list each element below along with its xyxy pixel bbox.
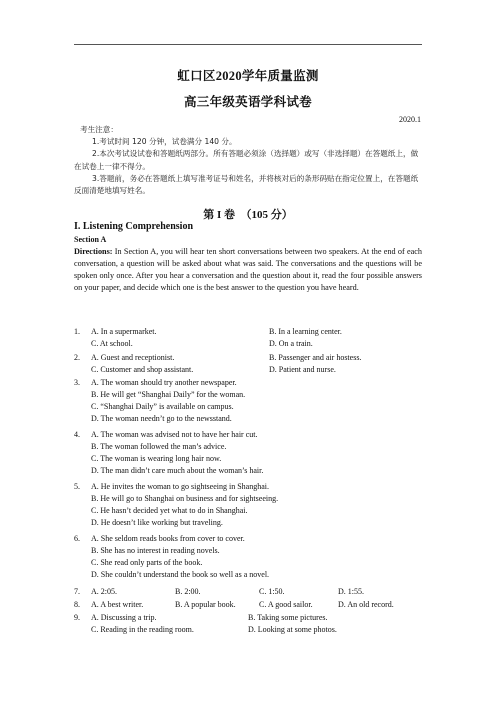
option: C. At school. xyxy=(91,339,133,348)
option: D. Patient and nurse. xyxy=(269,365,336,374)
option: D. The woman needn’t go to the newsstand. xyxy=(91,414,232,423)
question-number: 4. xyxy=(74,430,80,439)
option: A. The woman was advised not to have her hair cut. xyxy=(91,430,258,439)
note-item: 1.考试时间 120 分钟，试卷满分 140 分。 xyxy=(92,137,237,147)
option: D. She couldn’t understand the book so well as a novel. xyxy=(91,570,270,579)
option: A. In a supermarket. xyxy=(91,327,157,336)
option: D. Looking at some photos. xyxy=(248,625,337,634)
option: A. Guest and receptionist. xyxy=(91,353,175,362)
option: D. An old record. xyxy=(338,600,394,609)
option: B. He will get “Shanghai Daily” for the woman. xyxy=(91,390,246,399)
notes-heading: 考生注意： xyxy=(80,125,118,134)
question-item xyxy=(74,481,422,529)
option: A. A best writer. xyxy=(91,600,144,609)
option: D. On a train. xyxy=(269,339,313,348)
question-item xyxy=(74,533,422,581)
option: B. She has no interest in reading novels. xyxy=(91,546,220,555)
section-title: I. Listening Comprehension xyxy=(74,221,194,232)
option: B. In a learning center. xyxy=(269,327,342,336)
directions-text: In Section A, you will hear ten short conversations between two speakers. At the end of each conversation, a question will be asked about what was said. The conversations and the questions will be spoken only once. After you hear a conversation and the question about it, read the four possible answers on your paper, and decide which one is the best answer to the question you have heard. xyxy=(74,247,422,292)
option: A. 2:05. xyxy=(91,587,117,596)
question-number: 1. xyxy=(74,327,80,336)
option: B. 2:00. xyxy=(175,587,201,596)
note-item: 3.答题前，务必在答题纸上填写准考证号和姓名，并将核对后的条形码贴在指定位置上，在答题纸反面清楚地填写姓名。 xyxy=(74,173,419,196)
option: C. The woman is wearing long hair now. xyxy=(91,454,222,463)
option: D. 1:55. xyxy=(338,587,364,596)
header-rule xyxy=(74,44,422,45)
option: C. 1:50. xyxy=(259,587,285,596)
exam-subtitle: 高三年级英语学科试卷 xyxy=(183,95,312,109)
option: B. A popular book. xyxy=(175,600,236,609)
option: A. The woman should try another newspaper. xyxy=(91,378,237,387)
question-number: 5. xyxy=(74,482,80,491)
option: B. The woman followed the man’s advice. xyxy=(91,442,227,451)
option: B. Taking some pictures. xyxy=(248,613,328,622)
option: B. Passenger and air hostess. xyxy=(269,353,362,362)
option: C. “Shanghai Daily” is available on campus. xyxy=(91,402,234,411)
question-number: 3. xyxy=(74,378,80,387)
section-a-title: Section A xyxy=(74,235,107,244)
option: C. Reading in the reading room. xyxy=(91,625,194,634)
question-item xyxy=(74,599,422,611)
option: C. Customer and shop assistant. xyxy=(91,365,194,374)
option: C. A good sailor. xyxy=(259,600,313,609)
option: A. He invites the woman to go sightseeing in Shanghai. xyxy=(91,482,269,491)
question-number: 9. xyxy=(74,613,80,622)
question-item xyxy=(74,377,422,425)
question-item xyxy=(74,429,422,477)
question-number: 7. xyxy=(74,587,80,596)
question-number: 8. xyxy=(74,600,80,609)
option: C. He hasn’t decided yet what to do in Shanghai. xyxy=(91,506,248,515)
question-number: 6. xyxy=(74,534,80,543)
exam-title: 虹口区2020学年质量监测 xyxy=(177,69,319,83)
option: A. Discussing a trip. xyxy=(91,613,157,622)
exam-date: 2020.1 xyxy=(399,115,421,124)
option: A. She seldom reads books from cover to cover. xyxy=(91,534,245,543)
directions-label: Directions: xyxy=(74,247,113,256)
question-item xyxy=(74,586,422,598)
question-item xyxy=(74,326,422,350)
note-item: 2.本次考试设试卷和答题纸两部分。所有答题必须涂（选择题）或写（非选择题）在答题纸上，做在试卷上一律不得分。 xyxy=(74,149,419,171)
question-item xyxy=(74,352,422,376)
question-item xyxy=(74,612,422,636)
option: C. She read only parts of the book. xyxy=(91,558,203,567)
question-number: 2. xyxy=(74,353,80,362)
option: B. He will go to Shanghai on business and for sightseeing. xyxy=(91,494,279,503)
option: D. The man didn’t care much about the woman’s hair. xyxy=(91,466,264,475)
part-heading: 第 I 卷 （105 分） xyxy=(203,209,293,221)
directions xyxy=(74,246,422,294)
candidate-notes xyxy=(74,124,422,197)
option: D. He doesn’t like working but traveling. xyxy=(91,518,223,527)
